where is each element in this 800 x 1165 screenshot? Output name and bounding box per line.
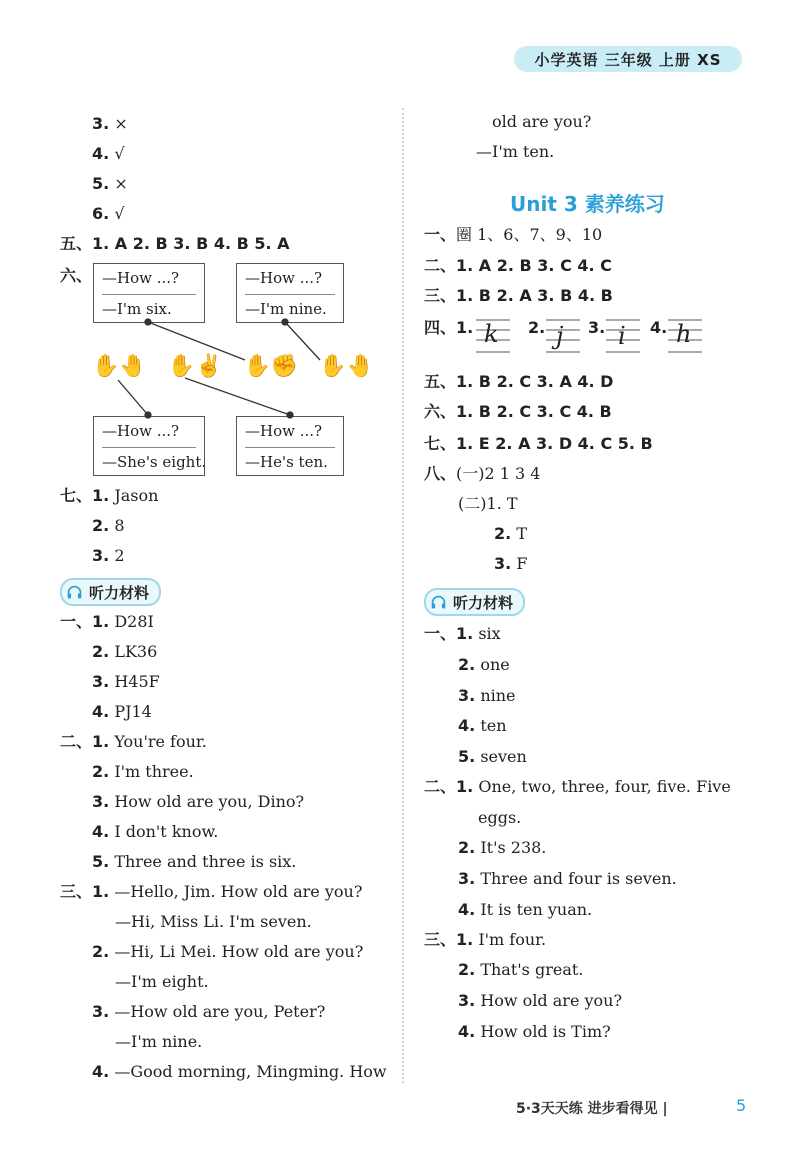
r-listen-1-item-5: 5. seven [458,747,527,766]
unit-section-7: 七、1. E 2. A 3. D 4. C 5. B [424,434,653,453]
unit-section-8-part-1: 八、(一)2 1 3 4 [424,464,541,483]
book-tag: 小学英语 三年级 上册 XS [514,46,742,72]
r-listen-1-item-4: 4. ten [458,716,507,735]
unit-section-4-item-4: 4. [650,318,668,337]
letter-writing-i: i [618,322,626,350]
letter-writing-k: k [484,320,499,348]
r-listen-3-item-4: 4. How old is Tim? [458,1022,611,1041]
unit-section-5: 五、1. B 2. C 3. A 4. D [424,372,614,391]
r-listen-2-line-1: 二、1. One, two, three, four, five. Five [424,777,731,796]
unit-section-2: 二、1. A 2. B 3. C 4. C [424,256,612,275]
section-6-label: 六、 [60,266,93,285]
section-7-answer-1: 七、1. Jason [60,486,159,505]
dialog-box-nine: —How ...? —I'm nine. [236,263,344,323]
dialog-box-eight: —How ...? —She's eight. [93,416,205,476]
footer-slogan: 5·3天天练 进步看得见 | [516,1101,668,1117]
unit-section-3: 三、1. B 2. A 3. B 4. B [424,286,613,305]
r-listen-1-item-1: 一、1. six [424,624,501,643]
unit-section-8-part-2-item-1: (二)1. T [458,494,518,513]
unit-section-4: 四、1. [424,318,474,337]
letter-writing-j: j [556,322,564,350]
answer-4: 4. √ [92,144,125,163]
headphones-icon [66,584,83,601]
matching-lines [0,0,400,500]
r-listen-2-line-5: 4. It is ten yuan. [458,900,593,919]
continued-line-2: —I'm ten. [476,142,555,161]
listen-2-item-1: 二、1. You're four. [60,732,207,751]
unit-section-4-item-3: 3. [588,318,606,337]
dialog-box-six: —How ...? —I'm six. [93,263,205,323]
unit-section-8-part-2-item-3: 3. F [494,554,528,573]
listen-1-item-2: 2. LK36 [92,642,158,661]
unit-title: Unit 3 素养练习 [510,192,665,216]
unit-section-8-part-2-item-2: 2. T [494,524,527,543]
listen-3-line-5: 3. —How old are you, Peter? [92,1002,326,1021]
listening-material-label-2: 听力材料 [424,588,525,616]
listen-3-line-7: 4. —Good morning, Mingming. How [92,1062,387,1081]
r-listen-2-line-3: 2. It's 238. [458,838,547,857]
listening-material-label: 听力材料 [60,578,161,606]
hand-gesture-icons: ✋🤚 ✋✌ ✋✊ ✋🤚 [92,354,375,379]
section-7-answer-3: 3. 2 [92,546,125,565]
answer-6: 6. √ [92,204,125,223]
listen-3-line-4: —I'm eight. [115,972,209,991]
listen-2-item-4: 4. I don't know. [92,822,219,841]
listen-3-line-1: 三、1. —Hello, Jim. How old are you? [60,882,363,901]
r-listen-1-item-3: 3. nine [458,686,516,705]
listen-1-item-4: 4. PJ14 [92,702,152,721]
answer-5: 5. × [92,174,128,193]
r-listen-2-line-2: eggs. [478,808,522,827]
page-number: 5 [736,1096,747,1115]
listen-2-item-2: 2. I'm three. [92,762,194,781]
continued-line-1: old are you? [492,112,592,131]
r-listen-3-item-1: 三、1. I'm four. [424,930,547,949]
unit-section-6: 六、1. B 2. C 3. C 4. B [424,402,612,421]
listen-2-item-3: 3. How old are you, Dino? [92,792,305,811]
unit-section-1: 一、圈 1、6、7、9、10 [424,225,603,244]
dialog-box-ten: —How ...? —He's ten. [236,416,344,476]
listen-3-line-6: —I'm nine. [115,1032,203,1051]
r-listen-3-item-2: 2. That's great. [458,960,584,979]
column-divider [402,108,404,1083]
letter-writing-h: h [676,320,692,348]
r-listen-2-line-4: 3. Three and four is seven. [458,869,677,888]
r-listen-3-item-3: 3. How old are you? [458,991,623,1010]
listen-1-item-1: 一、1. D28I [60,612,154,631]
listen-3-line-2: —Hi, Miss Li. I'm seven. [115,912,312,931]
listen-1-item-3: 3. H45F [92,672,160,691]
section-7-answer-2: 2. 8 [92,516,125,535]
headphones-icon [430,594,447,611]
answer-3: 3. × [92,114,128,133]
listen-2-item-5: 5. Three and three is six. [92,852,297,871]
listen-3-line-3: 2. —Hi, Li Mei. How old are you? [92,942,364,961]
r-listen-1-item-2: 2. one [458,655,510,674]
unit-section-4-item-2: 2. [528,318,546,337]
section-5-answers: 五、1. A 2. B 3. B 4. B 5. A [60,234,290,253]
